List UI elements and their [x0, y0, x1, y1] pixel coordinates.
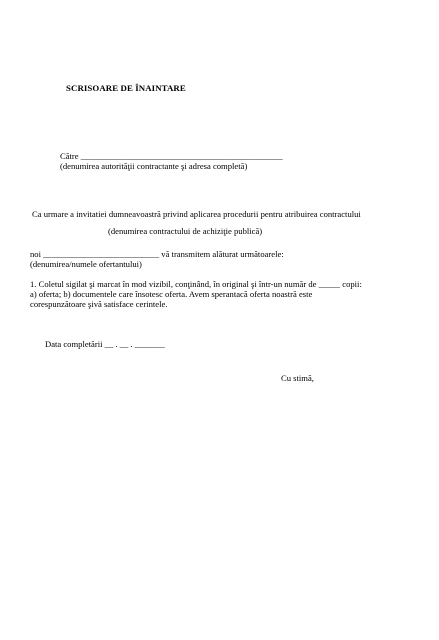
bidder-line: noi ___________________________ vă transmitem alăturat următoarele: [30, 249, 284, 259]
item-line-2: a) oferta; b) documentele care însotesc oferta. Avem sperantacă oferta noastră este [30, 289, 313, 299]
item-line-3: corespunzătoare şivă satisface cerintele. [30, 299, 168, 309]
closing-text: Cu stimă, [281, 373, 314, 383]
document-title: SCRISOARE DE ÎNAINTARE [66, 83, 186, 93]
recipient-line: Către _______________________________________________ [60, 151, 283, 161]
date-line: Data completării __ . __ . _______ [45, 339, 165, 349]
contract-hint: (denumirea contractului de achiziţie publică) [108, 226, 263, 236]
recipient-hint: (denumirea autorităţii contractante şi adresa completă) [60, 161, 248, 171]
item-line-1: 1. Coletul sigilat şi marcat în mod vizibil, conţinând, în original şi într-un număr de _____ copii: [30, 279, 362, 289]
bidder-hint: (denumirea/numele ofertantului) [30, 259, 142, 269]
intro-line: Ca urmare a invitatiei dumneavoastră privind aplicarea procedurii pentru atribuirea contractului [32, 209, 361, 219]
